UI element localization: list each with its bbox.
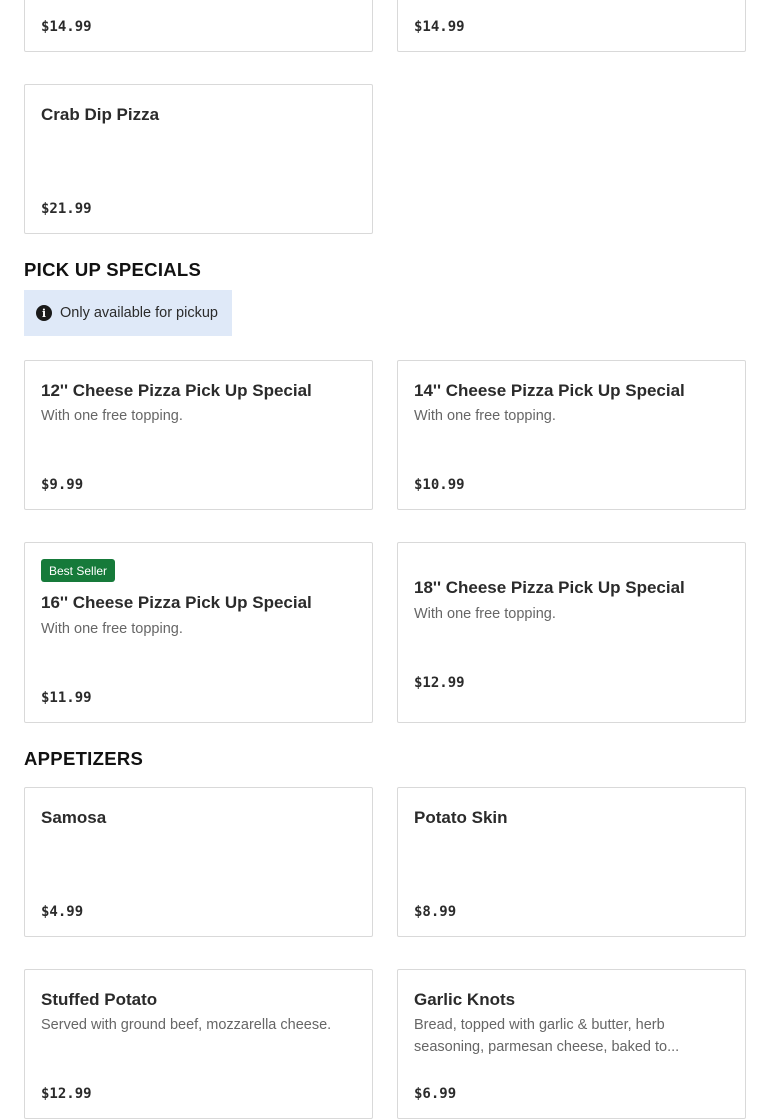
pickup-notice — [24, 290, 232, 336]
menu-item-card[interactable] — [24, 542, 373, 723]
item-name: Potato Skin — [414, 808, 508, 827]
item-name: Stuffed Potato — [41, 990, 158, 1009]
item-name: Samosa — [41, 808, 107, 827]
item-name: 12'' Cheese Pizza Pick Up Special — [41, 381, 312, 400]
item-description: Bread, topped with garlic & butter, herb seasoning, parmesan cheese, baked to... — [414, 1017, 680, 1055]
item-name: 14'' Cheese Pizza Pick Up Special — [414, 381, 685, 400]
menu-item-card[interactable] — [24, 0, 373, 52]
pickup-notice-text: Only available for pickup — [60, 305, 218, 321]
item-price: $21.99 — [41, 201, 92, 217]
item-description: With one free topping. — [414, 408, 556, 424]
best-seller-badge: Best Seller — [41, 559, 115, 582]
menu-item-card[interactable] — [397, 787, 746, 937]
item-price: $12.99 — [414, 675, 465, 691]
item-description: With one free topping. — [414, 606, 556, 622]
menu-item-card[interactable] — [24, 84, 373, 234]
item-name: 18'' Cheese Pizza Pick Up Special — [414, 578, 685, 597]
item-name: Garlic Knots — [414, 990, 516, 1009]
menu-item-card[interactable] — [24, 969, 373, 1119]
section-heading-pickup-specials: PICK UP SPECIALS — [24, 259, 202, 280]
item-price: $11.99 — [41, 690, 92, 706]
item-price: $14.99 — [41, 19, 92, 35]
item-price: $9.99 — [41, 477, 84, 493]
item-price: $6.99 — [414, 1086, 457, 1102]
item-price: $14.99 — [414, 19, 465, 35]
menu-item-card[interactable] — [24, 787, 373, 937]
menu-item-card[interactable] — [397, 542, 746, 723]
item-price: $4.99 — [41, 904, 84, 920]
item-name: 16'' Cheese Pizza Pick Up Special — [41, 593, 312, 612]
menu-item-card[interactable] — [397, 360, 746, 510]
item-description: With one free topping. — [41, 621, 183, 637]
item-name: Crab Dip Pizza — [41, 105, 160, 124]
item-price: $10.99 — [414, 477, 465, 493]
item-price: $12.99 — [41, 1086, 92, 1102]
item-description: With one free topping. — [41, 408, 183, 424]
info-icon: i — [36, 305, 52, 321]
item-description: Served with ground beef, mozzarella cheese. — [41, 1017, 332, 1033]
section-heading-appetizers: APPETIZERS — [24, 748, 144, 769]
menu-item-card[interactable] — [24, 360, 373, 510]
menu-item-card[interactable] — [397, 969, 746, 1119]
item-price: $8.99 — [414, 904, 457, 920]
menu-item-card[interactable] — [397, 0, 746, 52]
